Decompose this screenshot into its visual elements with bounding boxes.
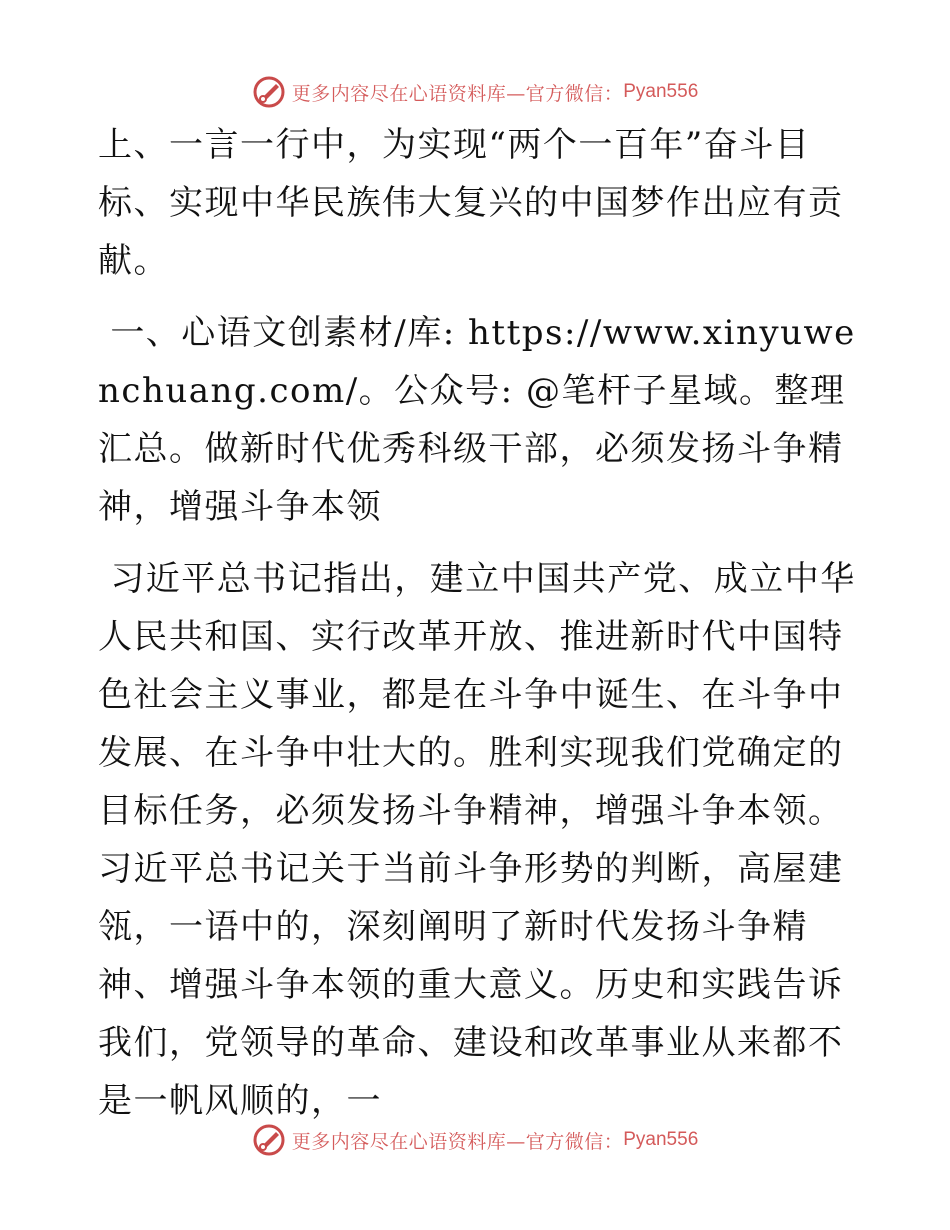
brand-logo-icon (252, 75, 286, 109)
brand-logo-icon (252, 1123, 286, 1157)
header-watermark (0, 72, 950, 112)
paragraph-1: 上、一言一行中，为实现“两个一百年”奋斗目标、实现中华民族伟大复兴的中国梦作出应有贡献。 (98, 125, 844, 281)
watermark-contact: Pyan556 (623, 1129, 699, 1150)
footer-watermark (0, 1120, 950, 1160)
document-body (98, 116, 858, 1144)
watermark-text: 更多内容尽在心语资料库—官方微信： (291, 82, 624, 105)
watermark-contact: Pyan556 (623, 81, 699, 102)
paragraph-2: 一、心语文创素材/库: https://www.xinyuwenchuang.com/。公众号: @笔杆子星域。整理汇总。做新时代优秀科级干部，必须发扬斗争精神，增强斗争本领 (98, 313, 856, 527)
paragraph-3: 习近平总书记指出，建立中国共产党、成立中华人民共和国、实行改革开放、推进新时代中国特色社会主义事业，都是在斗争中诞生、在斗争中发展、在斗争中壮大的。胜利实现我们党确定的目标任务，必须发扬斗争精神，增强斗争本领。习近平总书记关于当前斗争形势的判断，高屋建瓴，一语中的，深刻阐明了新时代发扬斗争精神、增强斗争本领的重大意义。历史和实践告诉我们，党领导的革命、建设和改革事业从来都不是一帆风顺的，一 (98, 559, 856, 1121)
watermark-text: 更多内容尽在心语资料库—官方微信： (291, 1130, 624, 1153)
